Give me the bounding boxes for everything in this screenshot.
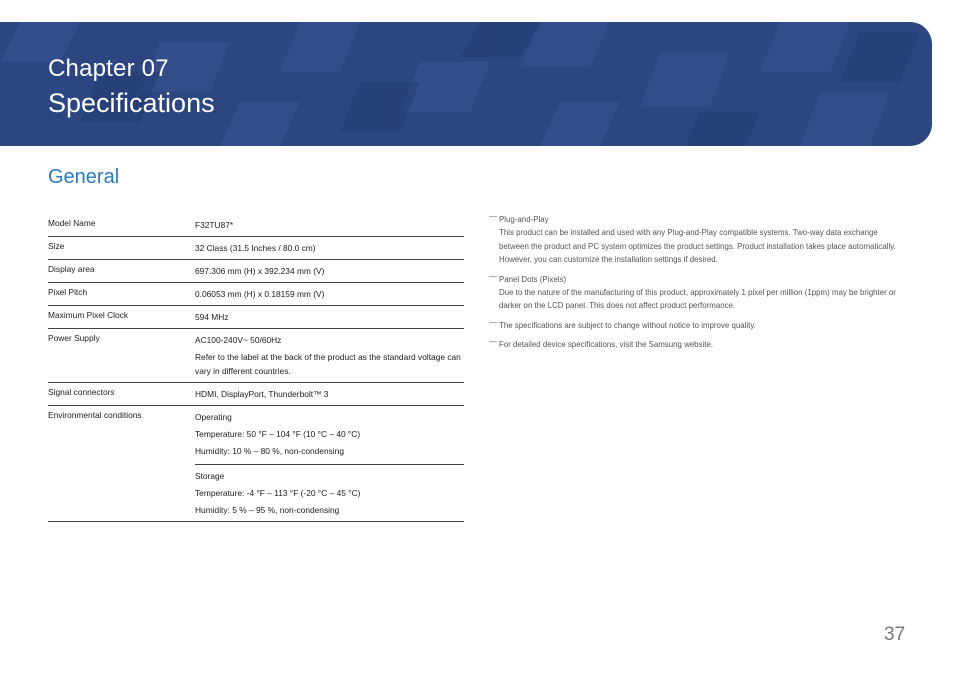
table-row xyxy=(48,214,464,237)
note-plug-and-play xyxy=(489,213,901,267)
row-value-note: Refer to the label at the back of the product as the standard voltage can vary in different countries. xyxy=(195,352,461,376)
table-row xyxy=(48,406,464,522)
row-value: AC100-240V~ 50/60Hz xyxy=(195,335,282,345)
table-row xyxy=(48,383,464,406)
note-body: Due to the nature of the manufacturing of this product, approximately 1 pixel per million (1ppm) may be brighter or darker on the LCD panel. This does not affect product performance. xyxy=(499,287,896,310)
row-label: Model Name xyxy=(48,214,195,237)
table-row xyxy=(48,306,464,329)
group-divider xyxy=(195,464,464,517)
note-dash-icon: ― xyxy=(489,336,497,346)
row-label: Display area xyxy=(48,260,195,283)
note-heading: Plug-and-Play xyxy=(499,215,549,224)
note-dash-icon: ― xyxy=(489,317,497,327)
row-value: Humidity: 10 % – 80 %, non-condensing xyxy=(195,446,344,456)
row-value: 32 Class (31.5 Inches / 80.0 cm) xyxy=(195,243,316,253)
notes-column xyxy=(489,213,901,357)
table-row xyxy=(48,329,464,383)
specifications-table xyxy=(48,214,464,522)
row-value: F32TU87* xyxy=(195,220,234,230)
row-value: 697.306 mm (H) x 392.234 mm (V) xyxy=(195,266,325,276)
chapter-banner xyxy=(0,22,932,146)
page-number: 37 xyxy=(884,624,906,645)
table-row xyxy=(48,237,464,260)
section-title: General xyxy=(48,166,120,188)
chapter-label: Chapter 07 xyxy=(48,55,169,82)
note-heading: Panel Dots (Pixels) xyxy=(499,274,567,284)
note-heading: For detailed device specifications, visit the Samsung website. xyxy=(499,339,714,349)
note-dash-icon: ― xyxy=(489,271,497,281)
row-value: Temperature: -4 °F – 113 °F (-20 °C – 45 °C) xyxy=(195,488,361,498)
banner-pattern xyxy=(0,22,932,146)
group-heading-operating: Operating xyxy=(195,412,232,422)
note-panel-dots xyxy=(489,273,901,313)
row-label: Signal connectors xyxy=(48,383,195,406)
page-title: Specifications xyxy=(48,88,215,118)
row-label: Power Supply xyxy=(48,329,195,383)
row-value: 594 MHz xyxy=(195,312,229,322)
group-heading-storage: Storage xyxy=(195,471,225,481)
table-row xyxy=(48,260,464,283)
note-heading: The specifications are subject to change without notice to improve quality. xyxy=(499,320,756,330)
note-specifications-change xyxy=(489,319,901,332)
row-value: Temperature: 50 °F – 104 °F (10 °C – 40 °C) xyxy=(195,429,361,439)
note-dash-icon: ― xyxy=(489,212,497,221)
table-row xyxy=(48,283,464,306)
row-label: Maximum Pixel Clock xyxy=(48,306,195,329)
row-label: Size xyxy=(48,237,195,260)
row-value: Humidity: 5 % – 95 %, non-condensing xyxy=(195,505,340,515)
row-label: Environmental conditions xyxy=(48,406,195,522)
row-value: 0.06053 mm (H) x 0.18159 mm (V) xyxy=(195,289,325,299)
note-samsung-website xyxy=(489,338,901,351)
note-body: This product can be installed and used with any Plug-and-Play compatible systems. Two-way data exchange between the product and PC system optimizes the product settings. Product installation takes place automatically. However, you can customize the installation settings if desired. xyxy=(499,228,896,264)
row-label: Pixel Pitch xyxy=(48,283,195,306)
row-value: HDMI, DisplayPort, Thunderbolt™ 3 xyxy=(195,389,329,399)
